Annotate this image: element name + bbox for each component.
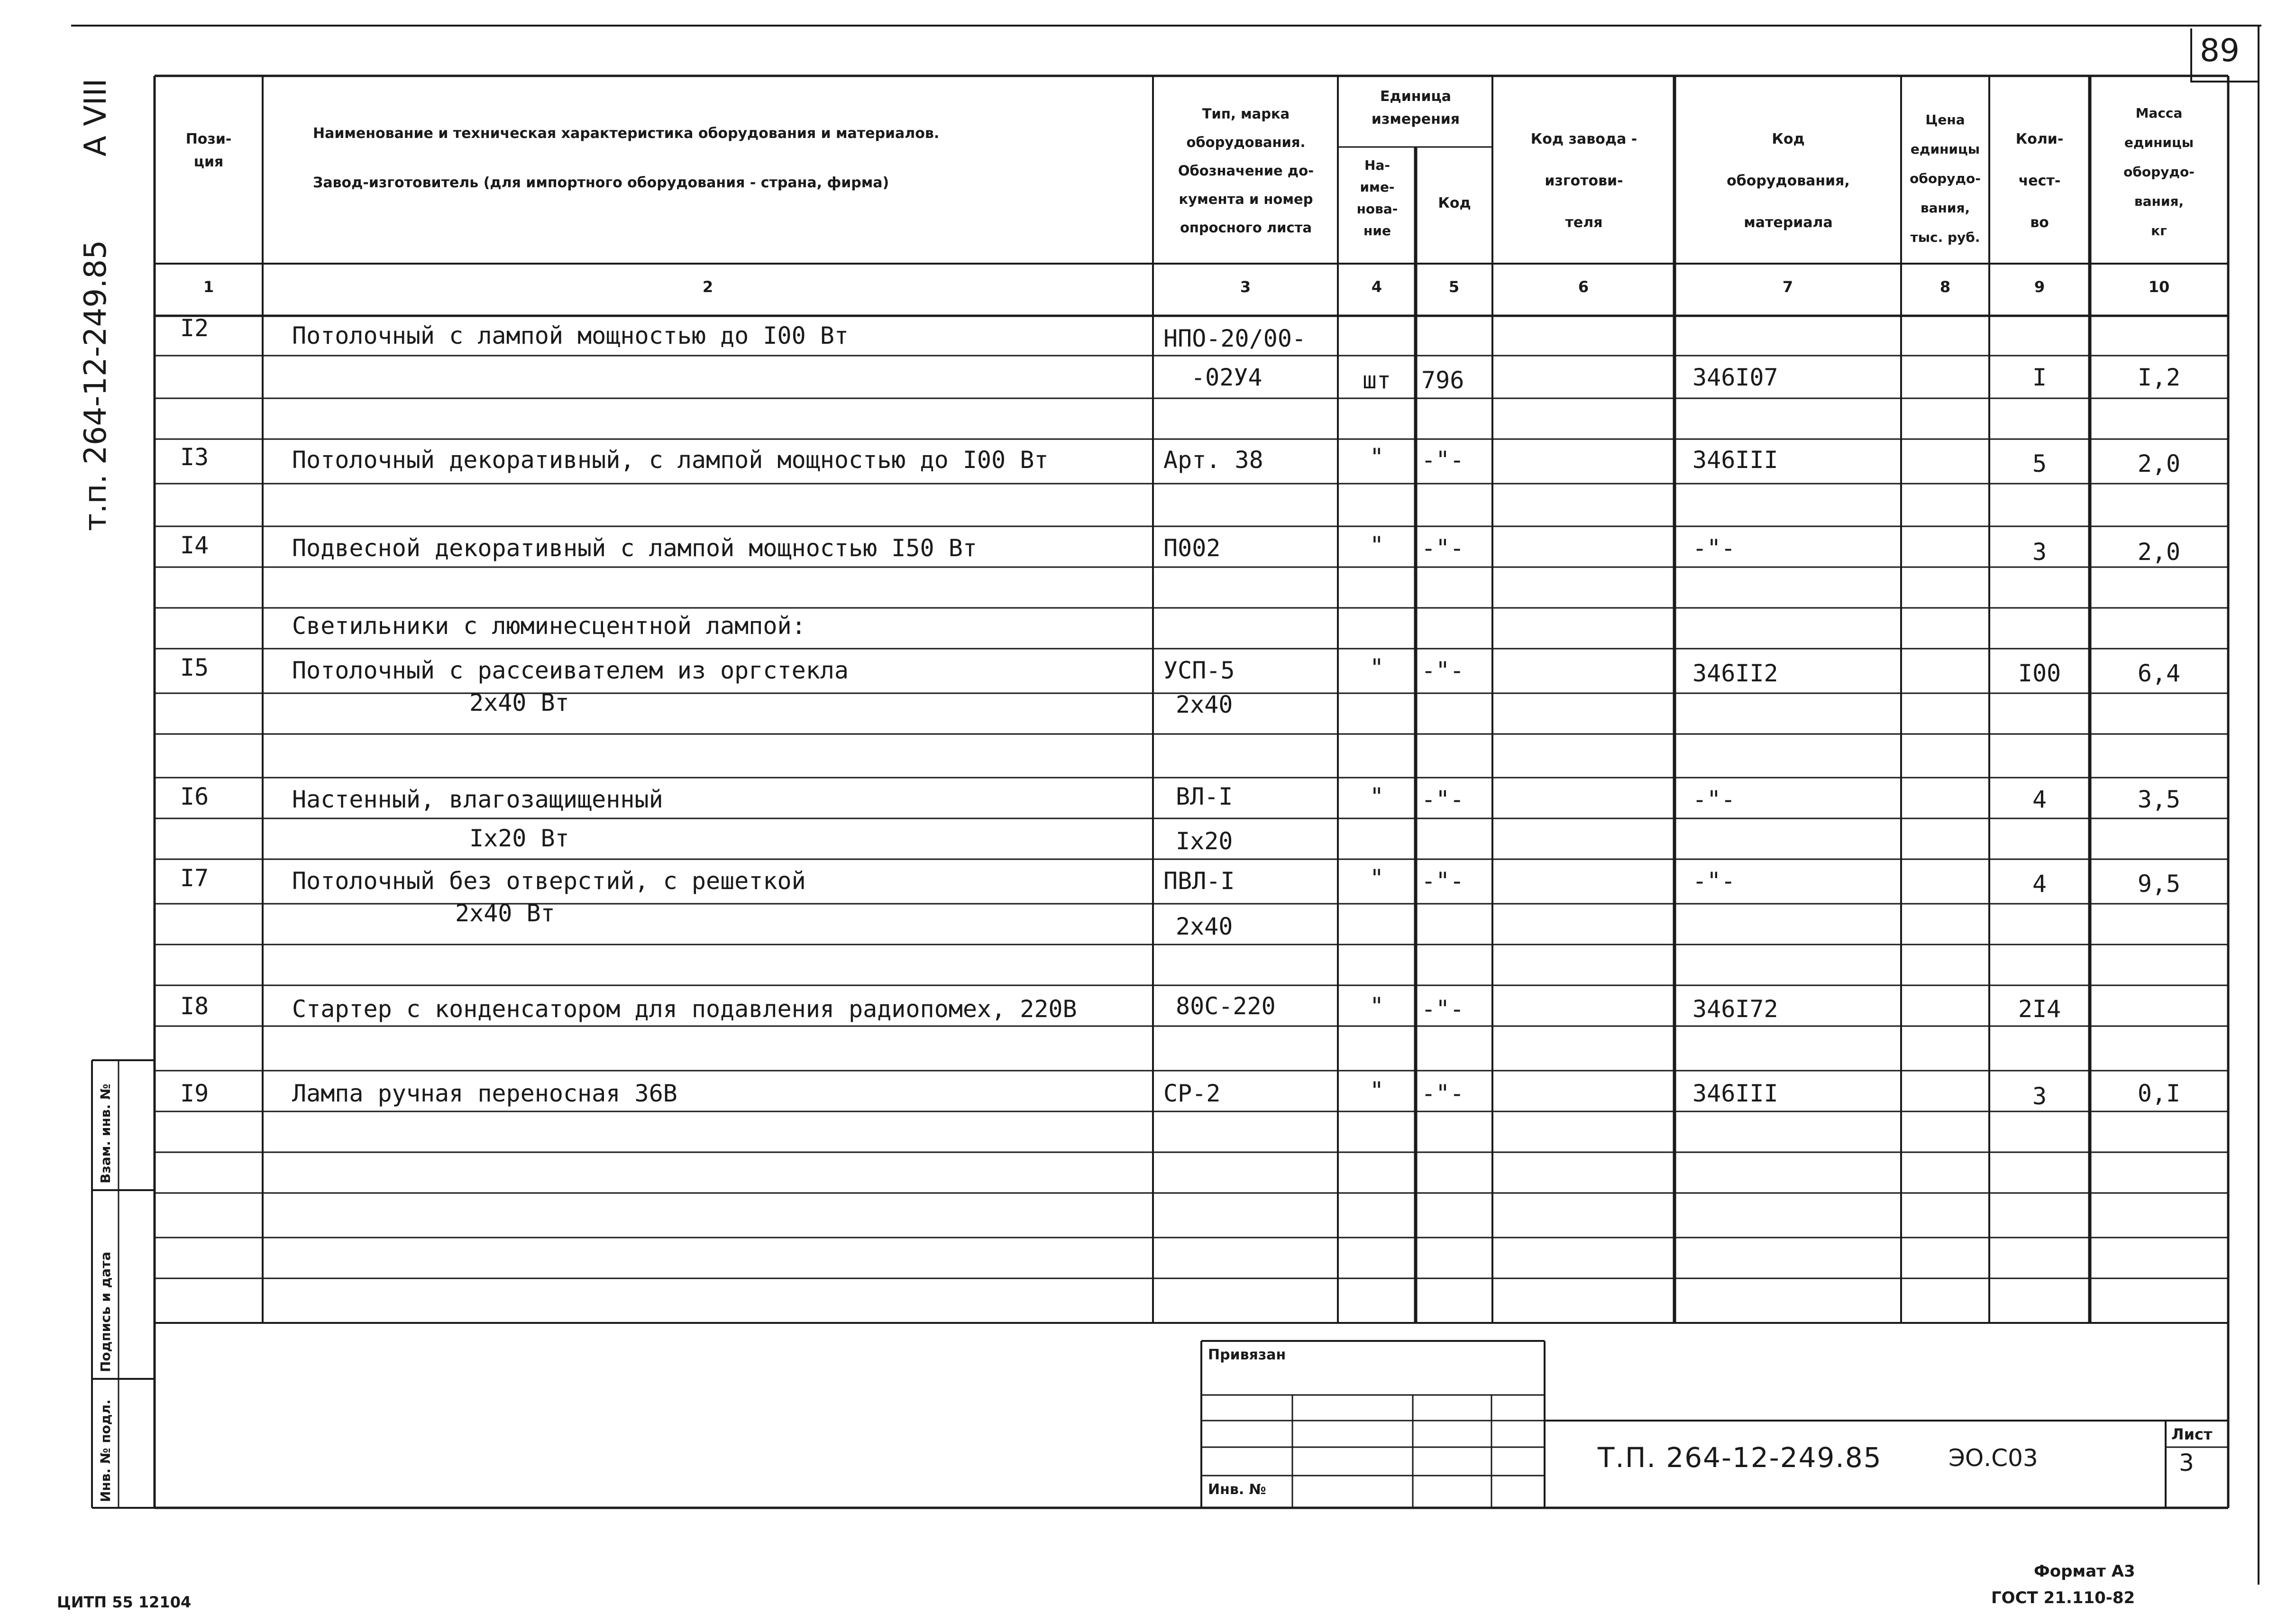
row-I9-pos: I9	[180, 1080, 209, 1107]
footer-gost: ГОСТ 21.110-82	[1991, 1588, 2135, 1607]
row-I8-code: -"-	[1421, 995, 1464, 1023]
row-I2b-mass: I,2	[2137, 364, 2181, 391]
row-I5-mass: 6,4	[2137, 660, 2181, 687]
header-name-line1: Наименование и техническая характеристика оборудования и материалов.	[313, 125, 940, 142]
row-I4-unit: "	[1369, 532, 1384, 559]
row-I2-pos: I2	[180, 314, 209, 342]
row-I5-type2: 2х40	[1176, 691, 1233, 718]
row-I5-code: -"-	[1421, 657, 1464, 684]
row-I4-type: П002	[1163, 534, 1221, 562]
row-I5-name2: 2х40 Вт	[469, 689, 569, 716]
row-I8-type: 80С-220	[1176, 992, 1276, 1020]
row-I6-qty: 4	[2032, 786, 2047, 813]
row-I2b-code: 796	[1421, 367, 1464, 394]
side-stamp-inv-podl: Инв. № подл.	[98, 1399, 113, 1502]
header-unit-name: На- име- нова- ние	[1356, 157, 1398, 239]
row-I3-name: Потолочный декоративный, с лампой мощностью до I00 Вт	[292, 446, 1049, 474]
stamp-doc-suffix: ЭО.С03	[1948, 1444, 2038, 1472]
row-I7-eqcode: -"-	[1692, 867, 1736, 895]
row-I8-qty: 2I4	[2018, 995, 2061, 1023]
row-I7-type: ПВЛ-I	[1163, 867, 1235, 895]
header-mass: Масса единицы оборудо- вания, кг	[2123, 105, 2195, 239]
colnum-3: 3	[1240, 278, 1251, 296]
row-I8-pos: I8	[180, 992, 209, 1020]
row-I2-type: НПО-20/00-	[1163, 325, 1307, 352]
row-I9-unit: "	[1369, 1077, 1384, 1104]
row-I6-code: -"-	[1421, 786, 1464, 813]
row-I7-name2: 2х40 Вт	[455, 899, 555, 927]
row-I8-name: Стартер с конденсатором для подавления радиопомех, 220В	[292, 995, 1077, 1023]
row-I3-mass: 2,0	[2137, 450, 2181, 477]
side-stamp-vzam: Взам. инв. №	[98, 1083, 113, 1184]
row-I7-type2: 2х40	[1176, 913, 1233, 940]
row-I5-type: УСП-5	[1163, 657, 1235, 684]
row-I5-eqcode: 346II2	[1692, 660, 1778, 687]
row-I3-unit: "	[1369, 443, 1384, 471]
row-I4-code: -"-	[1421, 534, 1464, 562]
row-I4-qty: 3	[2032, 538, 2047, 566]
row-I6-pos: I6	[180, 783, 209, 810]
row-I8-unit: "	[1369, 992, 1384, 1020]
row-I5-qty: I00	[2018, 660, 2061, 687]
row-I7-mass: 9,5	[2137, 870, 2181, 898]
row-I4-mass: 2,0	[2137, 538, 2181, 566]
header-plant-code: Код завода - изготови- теля	[1530, 131, 1637, 231]
side-code: т.п. 264-12-249.85	[78, 240, 113, 531]
header-quantity: Коли- чест- во	[2015, 131, 2064, 231]
row-I6-type: ВЛ-I	[1176, 783, 1233, 810]
header-price: Цена единицы оборудо- вания, тыс. руб.	[1910, 112, 1981, 245]
row-I7-pos: I7	[180, 864, 209, 892]
row-I6-unit: "	[1369, 783, 1384, 810]
row-I9-type: СР-2	[1163, 1080, 1221, 1107]
row-I6-eqcode: -"-	[1692, 786, 1736, 813]
colnum-4: 4	[1371, 278, 1382, 296]
row-I4-pos: I4	[180, 532, 209, 559]
section-fluorescent: Светильники с люминесцентной лампой:	[292, 612, 806, 640]
row-I5-name: Потолочный с рассеивателем из оргстекла	[292, 657, 849, 684]
row-I6-name2: Iх20 Вт	[469, 825, 569, 852]
row-I4-eqcode: -"-	[1692, 534, 1736, 562]
row-I2b-type: -02У4	[1191, 364, 1262, 391]
row-I9-qty: 3	[2032, 1083, 2047, 1110]
row-I9-code: -"-	[1421, 1080, 1464, 1107]
header-position: Пози- ция	[185, 131, 232, 170]
colnum-5: 5	[1448, 278, 1460, 296]
row-I5-unit: "	[1369, 654, 1384, 681]
row-I3-pos: I3	[180, 443, 209, 471]
stamp-attached-label: Привязан	[1208, 1347, 1286, 1363]
row-I6-mass: 3,5	[2137, 786, 2181, 813]
colnum-9: 9	[2034, 278, 2045, 296]
page-number: 89	[2200, 32, 2240, 69]
stamp-doc-code: Т.П. 264-12-249.85	[1598, 1441, 1882, 1474]
row-I9-name: Лампа ручная переносная 36В	[292, 1080, 677, 1107]
stamp-sheet-number: 3	[2179, 1449, 2194, 1477]
row-I9-eqcode: 346III	[1692, 1080, 1778, 1107]
header-unit-code: Код	[1438, 195, 1471, 211]
colnum-8: 8	[1939, 278, 1951, 296]
row-I7-unit: "	[1369, 864, 1384, 892]
row-I2b-unit: шт	[1362, 367, 1391, 394]
row-I7-qty: 4	[2032, 870, 2047, 898]
row-I8-eqcode: 346I72	[1692, 995, 1778, 1023]
row-I9-mass: 0,I	[2137, 1080, 2181, 1107]
header-equipment-code: Код оборудования, материала	[1727, 131, 1850, 231]
colnum-10: 10	[2148, 278, 2170, 296]
side-album: А VIII	[78, 78, 113, 156]
stamp-sheet-label: Лист	[2171, 1425, 2213, 1443]
colnum-7: 7	[1782, 278, 1793, 296]
row-I2b-qty: I	[2032, 364, 2047, 391]
row-I7-name: Потолочный без отверстий, с решеткой	[292, 867, 806, 895]
header-name-line2: Завод-изготовитель (для импортного оборудования - страна, фирма)	[313, 174, 889, 191]
colnum-6: 6	[1578, 278, 1589, 296]
header-type: Тип, марка оборудования. Обозначение до- кумента и номер опросного листа	[1178, 106, 1314, 236]
colnum-1: 1	[203, 278, 214, 296]
row-I6-name: Настенный, влагозащищенный	[292, 786, 663, 813]
colnum-2: 2	[702, 278, 713, 296]
footer-left-code: ЦИТП 55 12104	[57, 1593, 192, 1611]
row-I7-code: -"-	[1421, 867, 1464, 895]
row-I3-code: -"-	[1421, 446, 1464, 474]
row-I3-eqcode: 346III	[1692, 446, 1778, 474]
row-I2-name: Потолочный с лампой мощностью до I00 Вт	[292, 322, 849, 349]
stamp-inv-label: Инв. №	[1208, 1481, 1266, 1498]
row-I4-name: Подвесной декоративный с лампой мощностью I50 Вт	[292, 534, 977, 562]
header-unit-group: Единица измерения	[1371, 88, 1460, 128]
row-I6-type2: Iх20	[1176, 827, 1233, 855]
side-stamp-podpis: Подпись и дата	[98, 1251, 113, 1372]
row-I2b-eqcode: 346I07	[1692, 364, 1778, 391]
row-I3-type: Арт. 38	[1163, 446, 1263, 474]
footer-format: Формат А3	[2034, 1562, 2135, 1581]
row-I5-pos: I5	[180, 654, 209, 681]
row-I3-qty: 5	[2032, 450, 2047, 477]
